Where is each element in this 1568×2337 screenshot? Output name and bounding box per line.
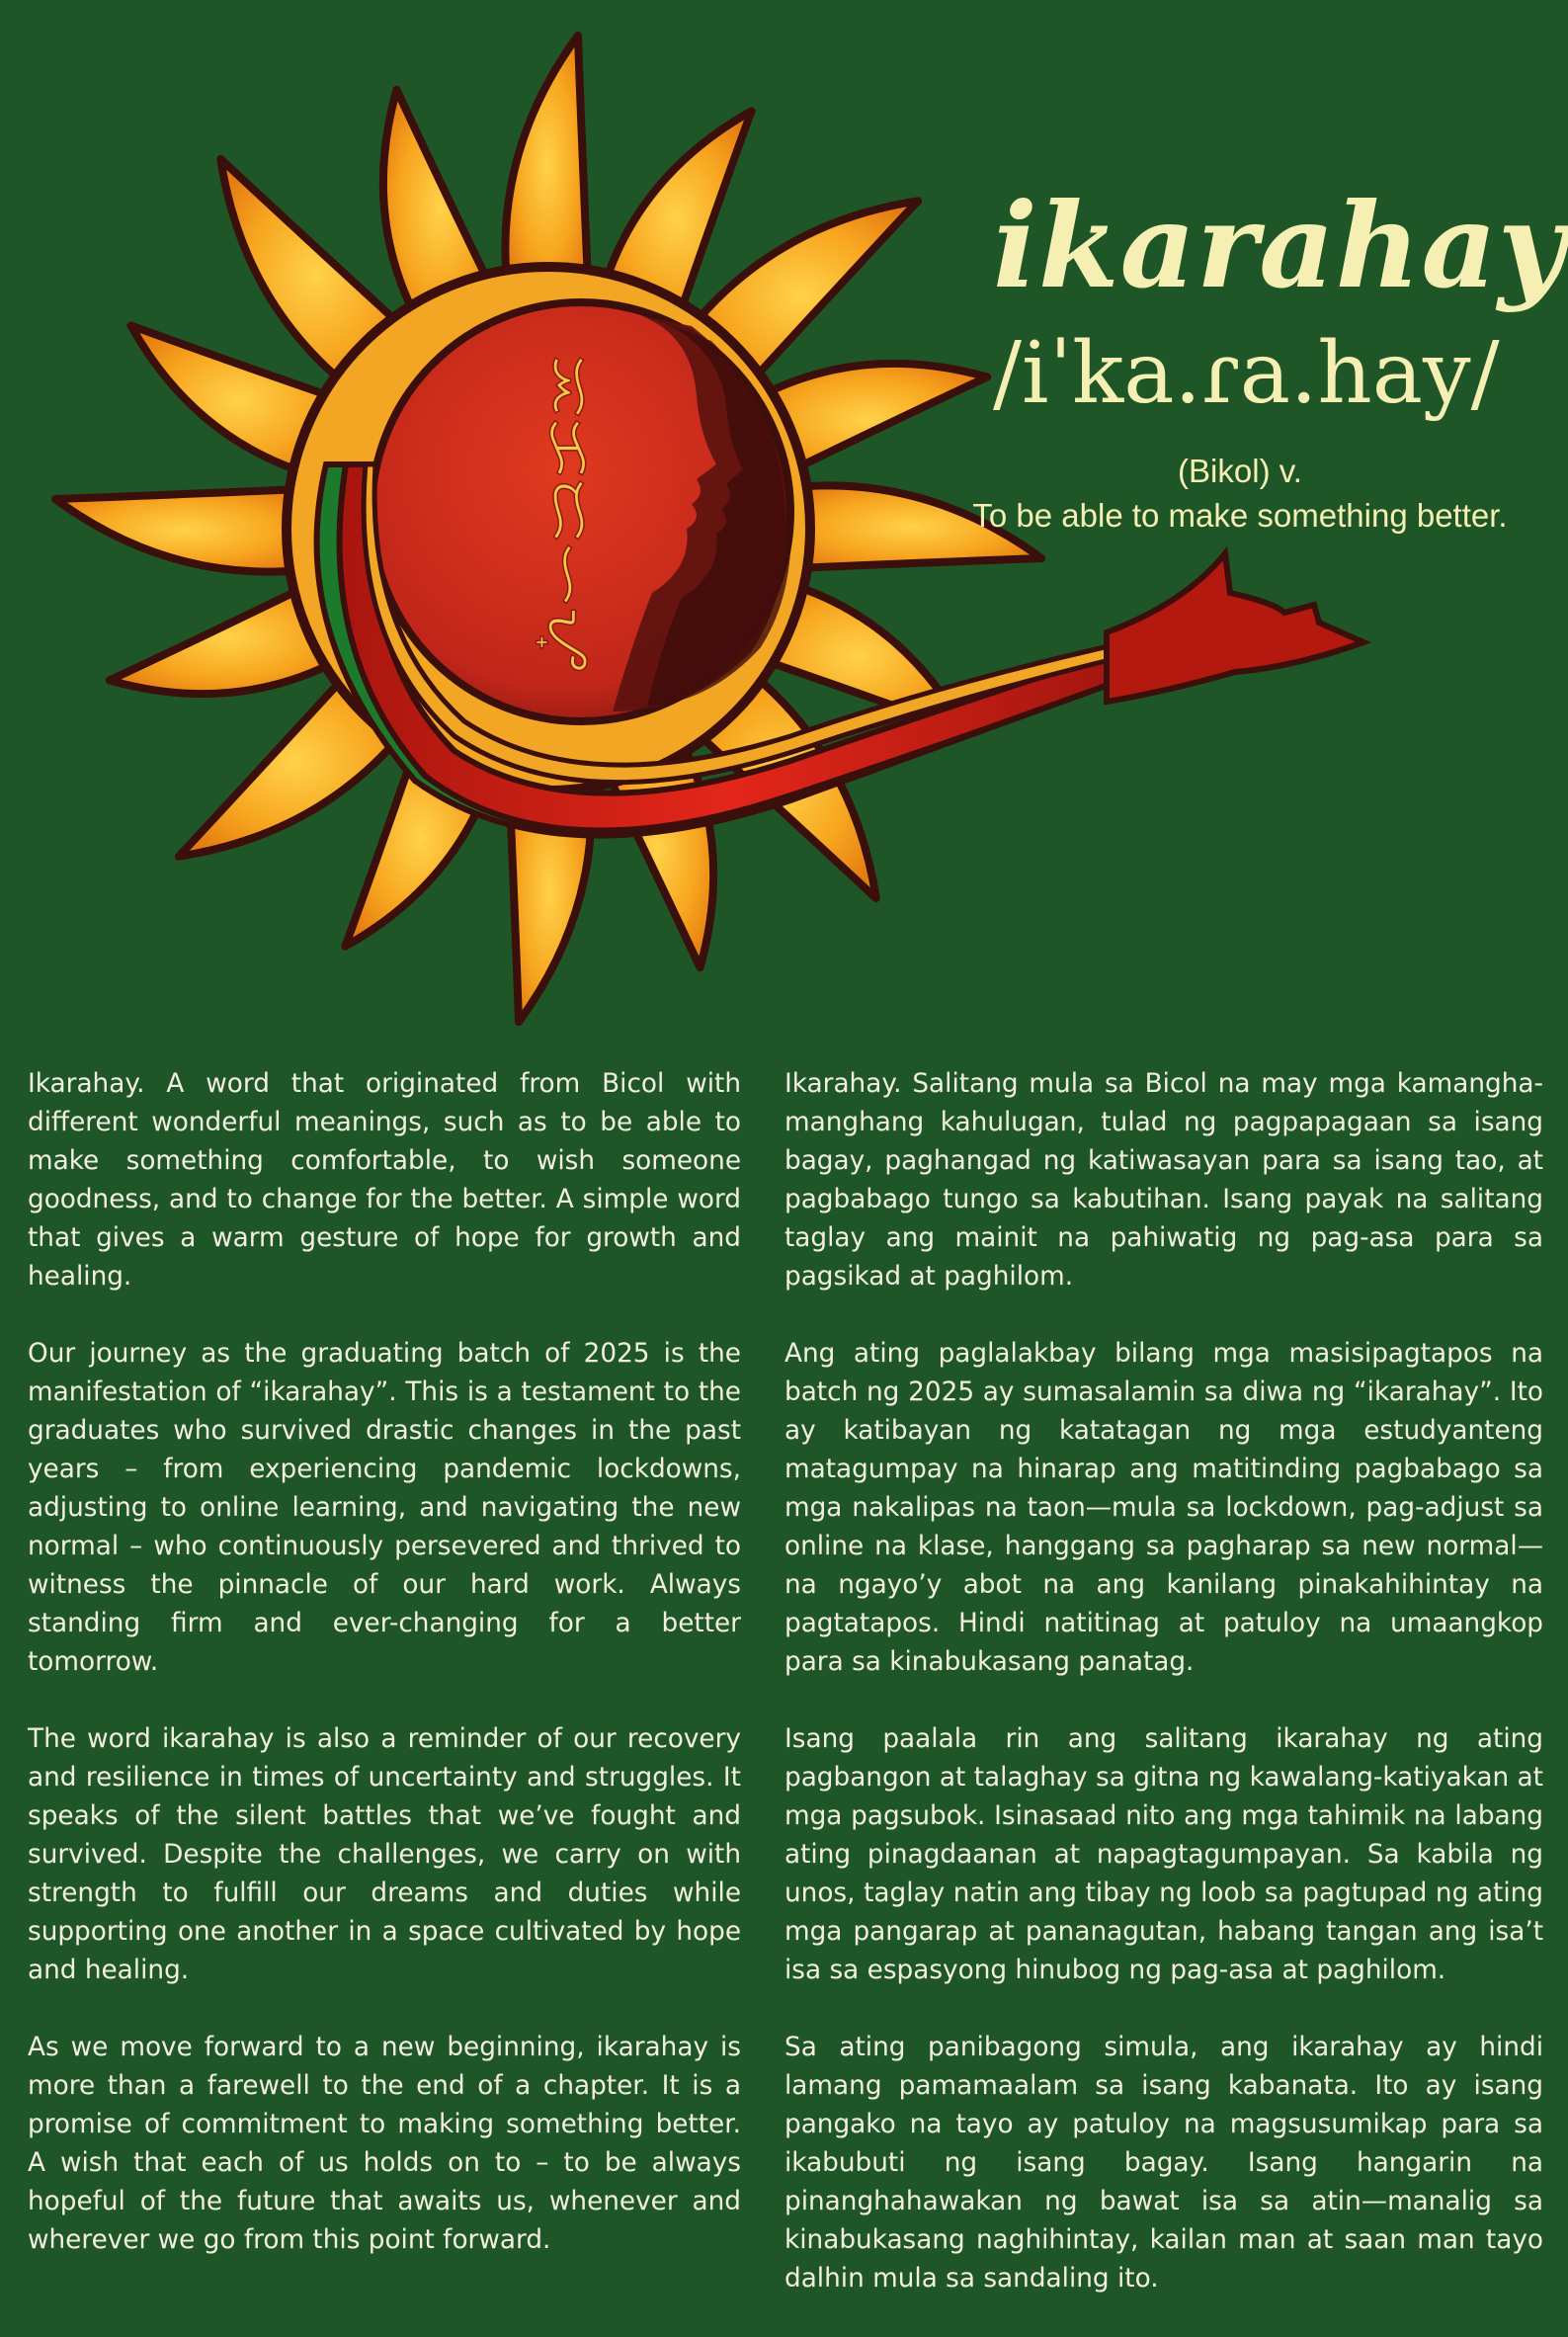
- sun-ray: [55, 488, 315, 571]
- english-paragraph: As we move forward to a new beginning, ikarahay is more than a farewell to the end of a chapter. It is a promise of commitment to making something better. A wish that each of us holds on to – to be always hopeful of the future that awaits us, whenever and wherever we go from this point forward.: [28, 2033, 741, 2255]
- headword: ikarahay: [993, 177, 1567, 314]
- english-column: [28, 1065, 741, 2298]
- filipino-paragraph: Ang ating paglalakbay bilang mga masisipagtapos na batch ng 2025 ay sumasalamin sa diwa ng “ikarahay”. Ito ay katibayan ng katatagan ng mga estudyanteng matagumpay na hinarap ang matitinding pagbabago sa mga nakalipas na taon—mula sa lockdown, pag-adjust sa online na klase, hanggang sa pagharap sa new normal—na ngayo’y abot na ang kanilang pinakahihintay na pagtatapos. Hindi natitinag at patuloy na umaangkop para sa kinabukasang panatag.: [784, 1339, 1543, 1677]
- filipino-paragraph: Ikarahay. Salitang mula sa Bicol na may mga kamangha-manghang kahulugan, tulad ng pagpapagaan sa isang bagay, paghangad ng katiwasayan para sa isang tao, at pagbabago tungo sa kabutihan. Isang payak na salitang taglay ang mainit na pahiwatig ng pag-asa para sa pagsikad at paghilom.: [784, 1069, 1543, 1292]
- filipino-paragraph: Isang paalala rin ang salitang ikarahay ng ating pagbangon at talaghay sa gitna ng kawalang-katiyakan at mga pagsubok. Isinasaad nito ang mga tahimik na labang ating pinagdaanan at napagtagumpayan. Sa kabila ng unos, taglay natin ang tibay ng loob sa pagtupad ng ating mga pangarap at pananagutan, habang tangan ang isa’t isa sa espasyong hinubog ng pag-asa at paghilom.: [784, 1724, 1543, 1985]
- filipino-paragraph: Sa ating panibagong simula, ang ikarahay ay hindi lamang pamamaalam sa isang kabanata. Ito ay isang pangako na tayo ay patuloy na magsusumikap para sa ikabubuti ng isang bagay. Isang hangarin na pinanghahawakan ng bawat isa sa atin—manalig sa kinabukasang naghihintay, kailan man at saan man tayo dalhin mula sa sandaling ito.: [784, 2033, 1543, 2294]
- english-paragraph: Ikarahay. A word that originated from Bicol with different wonderful meanings, such as to be able to make something comfortable, to wish someone goodness, and to change for the better. A simple word that gives a warm gesture of hope for growth and healing.: [28, 1069, 741, 1292]
- filipino-column: [784, 1065, 1543, 2337]
- baybayin-text: ᜁᜃᜇᜑᜌ᜔: [534, 356, 606, 670]
- part-of-speech: (Bikol) v.: [1178, 453, 1302, 489]
- sun-ray: [505, 36, 588, 295]
- pronunciation: /iˈka.ɾa.hay/: [993, 324, 1500, 423]
- english-paragraph: Our journey as the graduating batch of 2025 is the manifestation of “ikarahay”. This is a testament to the graduates who survived drastic changes in the past years – from experiencing pandemic lockdowns, adjusting to online learning, and navigating the new normal – who continuously persevered and thrived to witness the pinnacle of our hard work. Always standing firm and ever-changing for a better tomorrow.: [28, 1339, 741, 1677]
- definition: To be able to make something better.: [972, 497, 1508, 534]
- ribbon-tail: [1107, 553, 1363, 702]
- english-paragraph: The word ikarahay is also a reminder of our recovery and resilience in times of uncertainty and struggles. It speaks of the silent battles that we’ve fought and survived. Despite the challenges, we carry on with strength to fulfill our dreams and duties while supporting one another in a space cultivated by hope and healing.: [28, 1724, 741, 1985]
